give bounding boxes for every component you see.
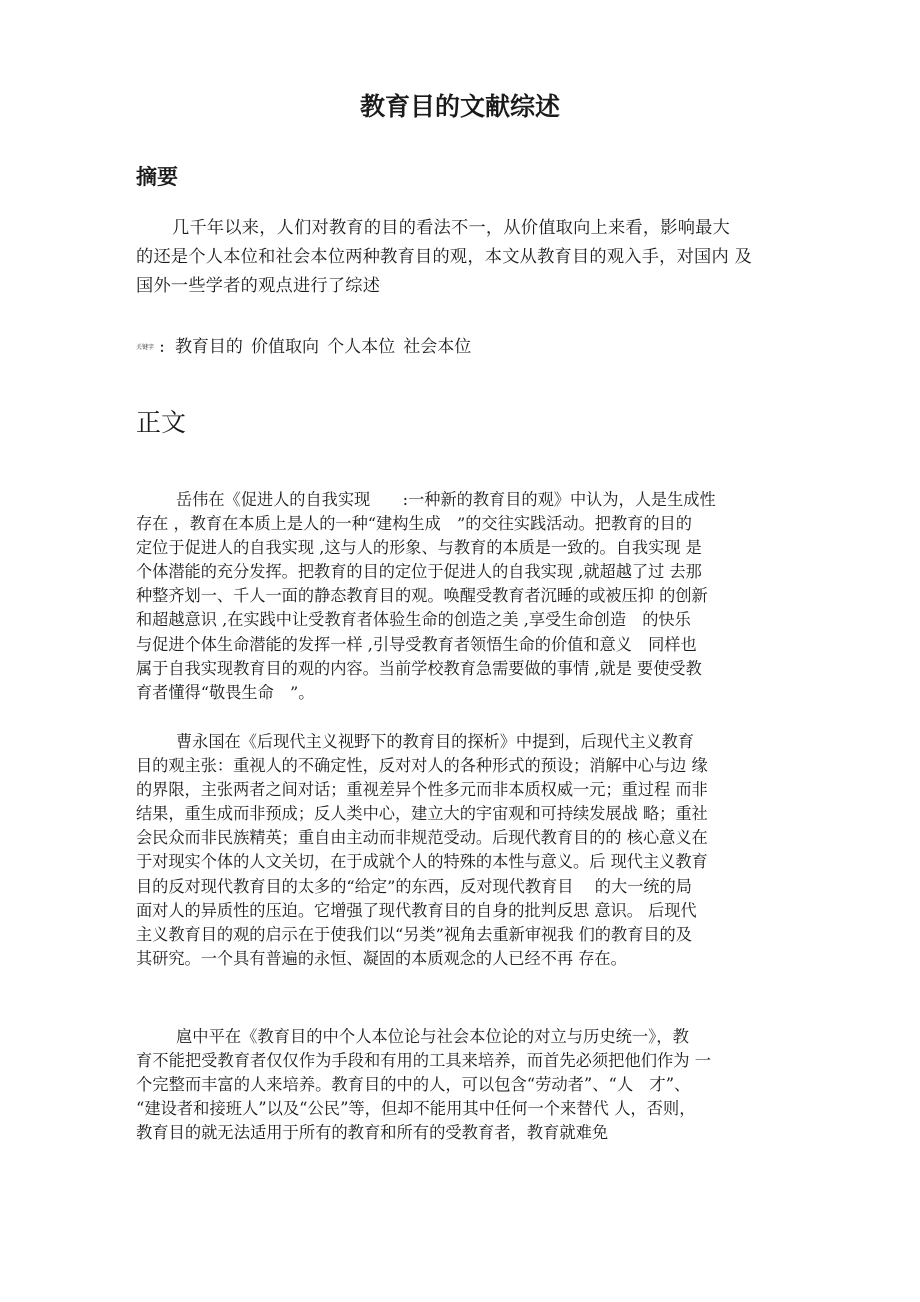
paragraph-line: 主义教育目的观的启示在于使我们以“另类”视角去重新审视我 们的教育目的及 <box>136 924 692 944</box>
paragraph-line: 育者懂得“敬畏生命 ”。 <box>136 682 315 702</box>
abstract-line: 几千年以来，人们对教育的目的看法不一，从价值取向上来看，影响最大 <box>172 218 731 238</box>
paragraph-line: 个完整而丰富的人来培养。教育目的中的人，可以包含“劳动者”、“人 才”、 <box>136 1075 691 1095</box>
paragraph-line: 与促进个体生命潜能的发挥一样 ,引导受教育者领悟生命的价值和意义 同样也 <box>136 634 697 654</box>
body-paragraph <box>136 730 786 971</box>
paragraph-line: 育不能把受教育者仅仅作为手段和有用的工具来培养，而首先必须把他们作为 一 <box>136 1051 712 1071</box>
paragraph-line: 结果，重生成而非预成；反人类中心，建立大的宇宙观和可持续发展战 略；重社 <box>136 804 708 824</box>
paragraph-line: 存在 ，教育在本质上是人的一种“建构生成 ”的交往实践活动。把教育的目的 <box>136 514 692 534</box>
keywords-label: 关键字 <box>136 344 155 351</box>
paragraph-line: 个体潜能的充分发挥。把教育的目的定位于促进人的自我实现 ,就超越了过 去那 <box>136 562 702 582</box>
paragraph-line: 曹永国在《后现代主义视野下的教育目的探析》中提到，后现代主义教育 <box>176 732 694 751</box>
paragraph-line: 的界限，主张两者之间对话；重视差异个性多元而非本质权威一元；重过程 而非 <box>136 780 708 800</box>
paragraph-line: 目的反对现代教育目的太多的“给定”的东西，反对现代教育目 的大一统的局 <box>136 876 692 896</box>
paragraph-line: 会民众而非民族精英；重自由主动而非规范受动。后现代教育目的的 核心意义在 <box>136 828 708 848</box>
abstract-line: 国外一些学者的观点进行了综述 <box>136 276 381 296</box>
paragraph-line: “建设者和接班人”以及“公民”等，但却不能用其中任何一个来替代 人，否则， <box>136 1099 696 1119</box>
abstract-text <box>136 214 776 301</box>
paragraph-line: 扈中平在《教育目的中个人本位论与社会本位论的对立与历史统一》，教 <box>176 1027 689 1046</box>
abstract-heading: 摘要 <box>136 165 178 189</box>
paragraph-line: 定位于促进人的自我实现 ,这与人的形象、与教育的本质是一致的。自我实现 是 <box>136 538 702 558</box>
paragraph-line: 于对现实个体的人文关切，在于成就个人的特殊的本性与意义。后 现代主义教育 <box>136 852 708 872</box>
keywords-line <box>136 333 471 361</box>
document-title: 教育目的文献综述 <box>359 92 560 121</box>
paragraph-line: 面对人的异质性的压迫。它增强了现代教育目的自身的批判反思 意识。 后现代 <box>136 900 697 920</box>
body-paragraph <box>136 1025 786 1145</box>
paragraph-line: 种整齐划一、千人一面的静态教育目的观。唤醒受教育者沉睡的或被压抑 的创新 <box>136 586 708 606</box>
abstract-line: 的还是个人本位和社会本位两种教育目的观，本文从教育目的观入手，对国内 及 <box>136 247 753 267</box>
paragraph-line: 目的观主张：重视人的不确定性，反对对人的各种形式的预设；消解中心与边 缘 <box>136 756 708 776</box>
body-paragraph <box>136 488 786 705</box>
keyword: 社会本位 <box>403 337 472 357</box>
paragraph-line: 属于自我实现教育目的观的内容。当前学校教育急需要做的事情 ,就是 要使受教 <box>136 658 702 678</box>
keyword: 教育目的 <box>174 337 243 357</box>
paragraph-line: 其研究。一个具有普遍的永恒、凝固的本质观念的人已经不再 存在。 <box>136 948 627 968</box>
keyword: 个人本位 <box>327 337 396 357</box>
body-heading: 正文 <box>136 408 187 437</box>
paragraph-line: 教育目的就无法适用于所有的教育和所有的受教育者，教育就难免 <box>136 1123 609 1143</box>
keywords-separator: : <box>159 337 165 357</box>
keyword: 价值取向 <box>251 337 320 357</box>
paragraph-line: 岳伟在《促进人的自我实现 :一种新的教育目的观》中认为，人是生成性 <box>176 490 716 509</box>
paragraph-line: 和超越意识 ,在实践中让受教育者体验生命的创造之美 ,享受生命创造 的快乐 <box>136 610 691 630</box>
